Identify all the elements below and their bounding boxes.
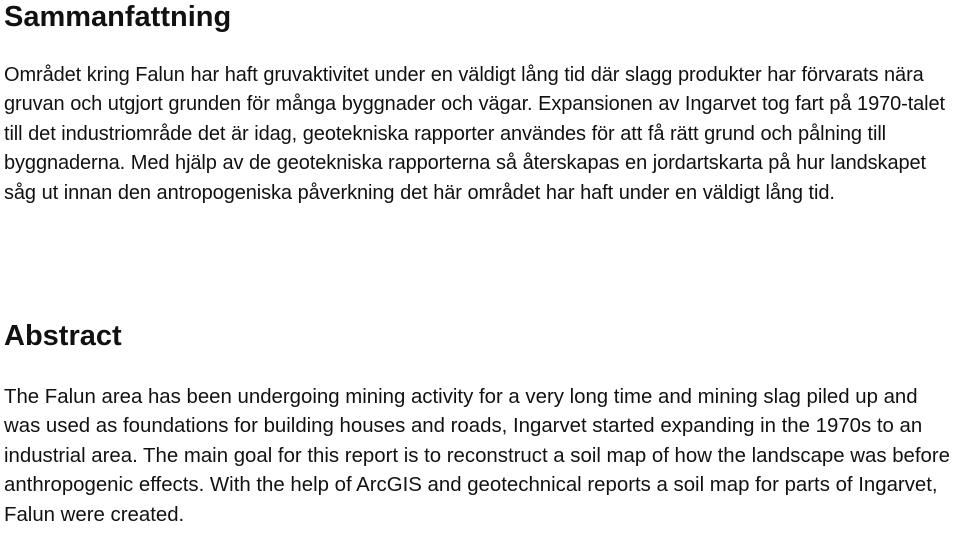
abstract-heading: Abstract <box>4 320 122 352</box>
swedish-summary-heading: Sammanfattning <box>4 1 232 33</box>
swedish-summary-paragraph: Området kring Falun har haft gruvaktivitet under en väldigt lång tid där slagg produkter har förvarats nära gruvan och utgjort grunden för många byggnader och vägar. Expansionen av Ingarvet tog fart på 1970-talet till det industriområde det är idag, geotekniska rapporter användes för att få rätt grund och pålning till byggnaderna. Med hjälp av de geotekniska rapporterna så återskapas en jordartskarta på hur landskapet såg ut innan den antropogeniska påverkning det här området har haft under en väldigt lång tid. <box>4 64 946 204</box>
abstract-paragraph: The Falun area has been undergoing mining activity for a very long time and mining slag piled up and was used as foundations for building houses and roads, Ingarvet started expanding in the 1970s to an industrial area. The main goal for this report is to reconstruct a soil map of how the landscape was before anthropogenic effects. With the help of ArcGIS and geotechnical reports a soil map for parts of Ingarvet, Falun were created. <box>4 386 951 526</box>
